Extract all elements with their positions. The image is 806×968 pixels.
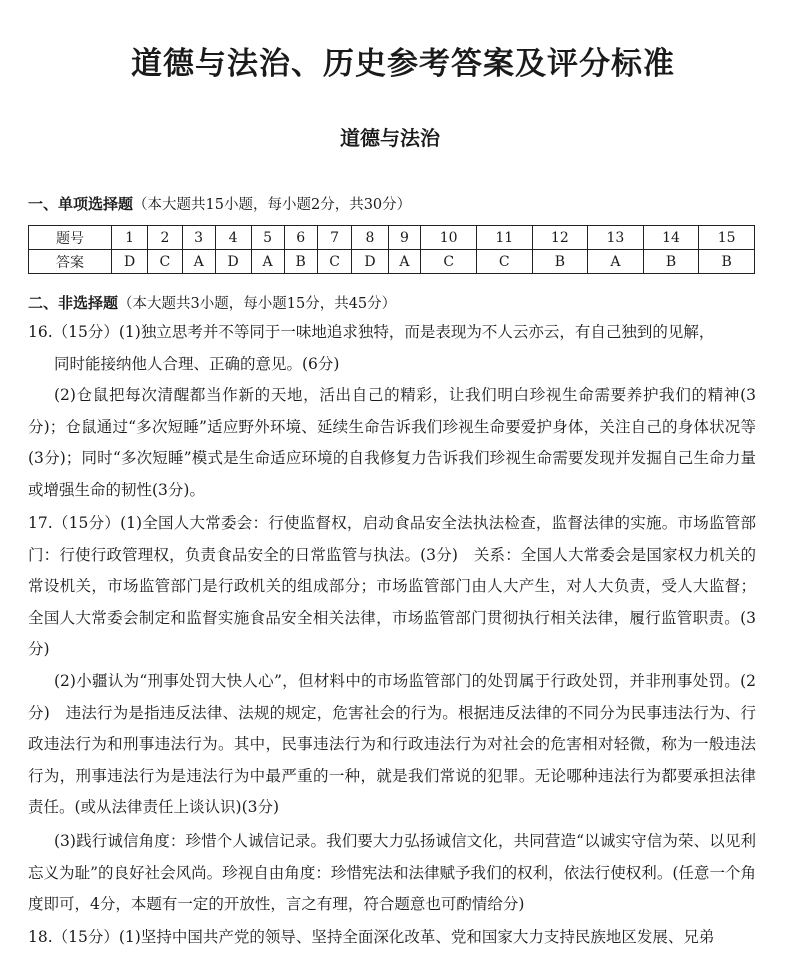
section1-note: （本大题共15小题，每小题2分，共30分）	[133, 197, 412, 213]
q16-part1-line2: 同时能接纳他人合理、正确的意见。(6分)	[54, 354, 340, 373]
table-cell: B	[532, 250, 588, 274]
q17-part3-text: (3)践行诚信角度：珍惜个人诚信记录。我们要大力弘扬诚信文化，共同营造“以诚实守信为荣、以见利忘义为耻”的良好社会风尚。珍视自由角度：珍惜宪法和法律赋予我们的权利，依法行使权利。(任意一个角度即可，4分，本题有一定的开放性，言之有理，符合题意也可酌情给分)	[28, 832, 756, 913]
table-cell: D	[215, 250, 251, 274]
row-label-number: 题号	[29, 226, 112, 250]
table-cell: 5	[251, 226, 284, 250]
q16-part2	[28, 380, 756, 506]
section2-header	[28, 292, 396, 313]
table-cell: B	[699, 250, 755, 274]
table-cell: C	[421, 250, 477, 274]
table-cell: 4	[215, 226, 251, 250]
table-cell: 2	[148, 226, 183, 250]
table-cell: 9	[388, 226, 421, 250]
section1-heading: 一、单项选择题	[28, 195, 134, 213]
table-cell: 15	[699, 226, 755, 250]
table-cell: C	[476, 250, 532, 274]
q17-part2-text: (2)小疆认为“刑事处罚大快人心”，但材料中的市场监管部门的处罚属于行政处罚，并非刑事处罚。(2分) 违法行为是指违反法律、法规的规定，危害社会的行为。根据违反法律的不同分为民事违法行为、行政违法行为和刑事违法行为。其中，民事违法行为和行政违法行为对社会的危害相对轻微，称为一般违法行为，刑事违法行为是违法行为中最严重的一种，就是我们常说的犯罪。无论哪种违法行为都要承担法律责任。(或从法律责任上谈认识)(3分)	[28, 672, 756, 816]
q18-part1	[28, 922, 756, 954]
table-cell: 8	[352, 226, 388, 250]
table-row-numbers	[29, 226, 755, 250]
table-cell: D	[352, 250, 388, 274]
table-cell: 3	[182, 226, 215, 250]
table-cell: A	[588, 250, 644, 274]
table-cell: 13	[588, 226, 644, 250]
table-cell: B	[643, 250, 699, 274]
q17-part1	[28, 508, 756, 666]
section2-heading: 二、非选择题	[28, 294, 119, 312]
q16-part1-line1: 16.（15分）(1)独立思考并不等同于一味地追求独特，而是表现为不人云亦云，有自己独到的见解，	[28, 323, 715, 341]
page-title: 道德与法治、历史参考答案及评分标准	[131, 46, 675, 82]
row-label-answer: 答案	[29, 250, 112, 274]
table-cell: B	[284, 250, 317, 274]
answer-table	[28, 225, 755, 274]
q18-part1-text: 18.（15分）(1)坚持中国共产党的领导、坚持全面深化改革、党和国家大力支持民族地区发展、兄弟	[28, 928, 715, 946]
table-cell: 6	[284, 226, 317, 250]
table-row-answers	[29, 250, 755, 274]
q17-part3	[28, 826, 756, 921]
table-cell: A	[388, 250, 421, 274]
table-cell: A	[182, 250, 215, 274]
table-cell: 10	[421, 226, 477, 250]
table-cell: 12	[532, 226, 588, 250]
table-cell: C	[148, 250, 183, 274]
table-cell: A	[251, 250, 284, 274]
q16-part2-text: (2)仓鼠把每次清醒都当作新的天地，活出自己的精彩，让我们明白珍视生命需要养护我们的精神(3分)；仓鼠通过“多次短睡”适应野外环境、延续生命告诉我们珍视生命要爱护身体，关注自己的身体状况等(3分)；同时“多次短睡”模式是生命适应环境的自我修复力告诉我们珍视生命需要发现并发掘自己生命力量或增强生命的韧性(3分)。	[28, 386, 756, 499]
q16-part1	[28, 317, 756, 380]
table-cell: 1	[112, 226, 148, 250]
q17-part2	[28, 666, 756, 824]
table-cell: 11	[476, 226, 532, 250]
section-subtitle: 道德与法治	[340, 126, 440, 150]
table-cell: 7	[317, 226, 352, 250]
table-cell: D	[112, 250, 148, 274]
section2-note: （本大题共3小题，每小题15分，共45分）	[118, 296, 397, 312]
section1-header	[28, 193, 411, 214]
table-cell: 14	[643, 226, 699, 250]
q17-part1-text: 17.（15分）(1)全国人大常委会：行使监督权，启动食品安全法执法检查，监督法律的实施。市场监管部门：行使行政管理权，负责食品安全的日常监管与执法。(3分) 关系：全国人大常委会是国家权力机关的常设机关，市场监管部门是行政机关的组成部分；市场监管部门由人大产生，对人大负责，受人大监督；全国人大常委会制定和监督实施食品安全相关法律，市场监管部门贯彻执行相关法律，履行监管职责。(3分)	[28, 514, 756, 658]
table-cell: C	[317, 250, 352, 274]
